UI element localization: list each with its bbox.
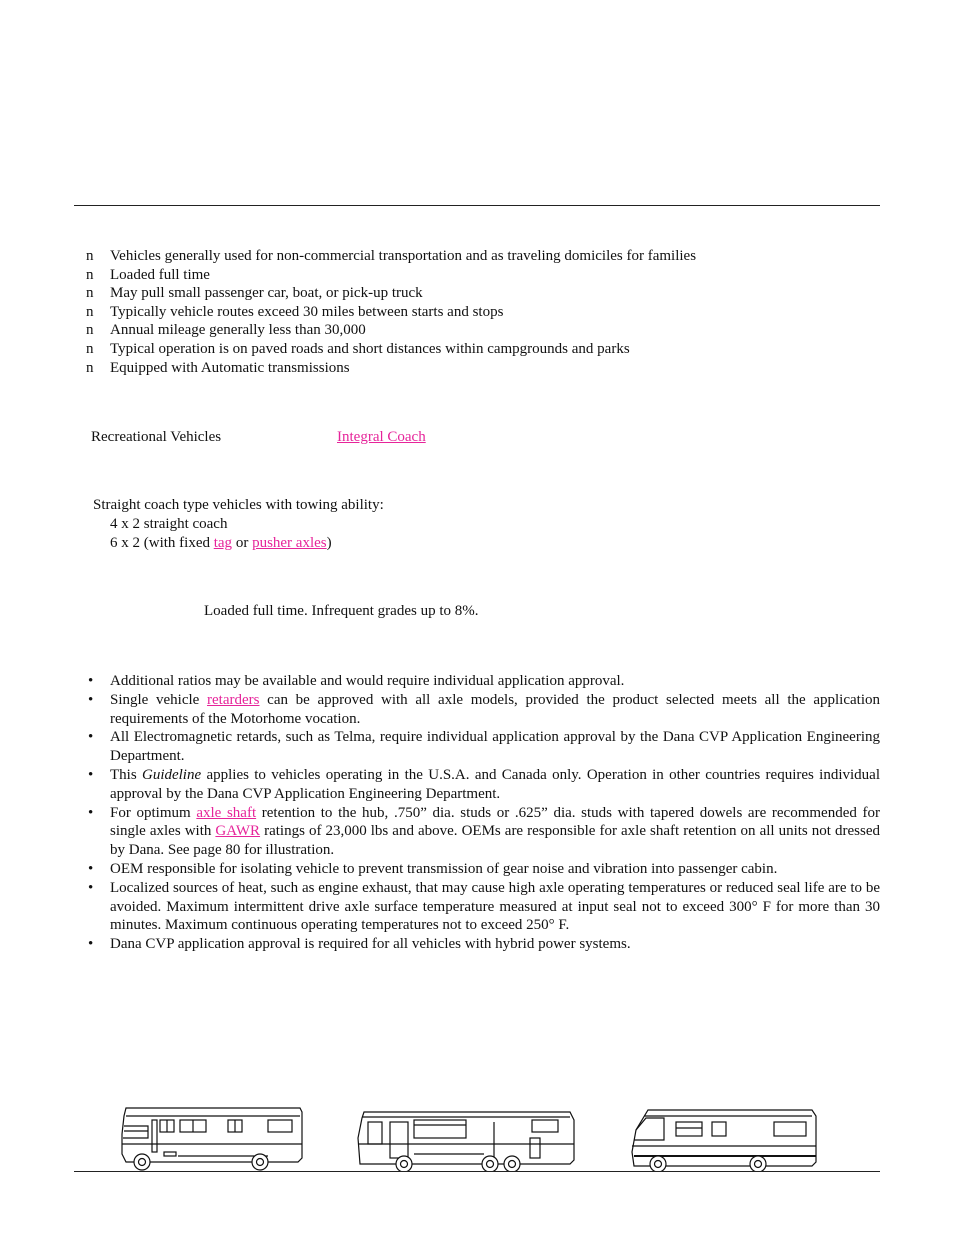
bottom-divider [74, 1171, 880, 1172]
bullet: • [88, 691, 94, 708]
list-item: n Loaded full time [86, 266, 210, 283]
bullet: • [88, 936, 94, 953]
notes-list [86, 672, 880, 954]
list-item: • OEM responsible for isolating vehicle to prevent transmission of gear noise and vibration into passenger cabin. [88, 860, 778, 877]
list-marker: n [86, 322, 94, 339]
bullet: • [88, 729, 94, 746]
bullet: • [88, 766, 94, 783]
list-item: n Vehicles generally used for non-commercial transportation and as traveling domiciles for families [86, 248, 697, 264]
retarders-link[interactable]: retarders [207, 691, 260, 708]
list-item: • For optimum axle shaft retention to the hub, .750” dia. studs or .625” dia. studs with tapered dowels are recommended for single axles with GAWR ratings of 23,000 lbs and above. OEMs are responsible for axle shaft retention on all units not dressed by Dana. See page 80 for illustration. [88, 804, 881, 859]
bullet: • [88, 804, 94, 821]
list-marker: n [86, 359, 94, 376]
list-marker: n [86, 266, 94, 283]
characteristics-list [86, 247, 696, 377]
configuration-line-2: 6 x 2 (with fixed tag or pusher axles) [110, 535, 332, 551]
list-item: n Typical operation is on paved roads and short distances within campgrounds and parks [86, 340, 630, 357]
configuration-line-1: 4 x 2 straight coach [110, 516, 228, 532]
motorhome-illustration-3 [628, 1106, 822, 1172]
list-item: • Single vehicle retarders can be approved with all axle models, provided the product selected meets all the application requirements of the Motorhome vocation. [88, 691, 880, 727]
list-marker: n [86, 303, 94, 320]
motorhome-illustration-2 [354, 1108, 580, 1172]
pusher-axles-link[interactable]: pusher axles [252, 535, 327, 551]
bullet: • [88, 860, 94, 877]
list-item: • Additional ratios may be available and would require individual application approval. [88, 673, 625, 689]
list-item: • This Guideline applies to vehicles operating in the U.S.A. and Canada only. Operation in other countries requires individual approval by the Dana CVP Application Engineering Department. [88, 766, 880, 802]
top-divider [74, 205, 880, 206]
integral-coach-link[interactable]: Integral Coach [337, 429, 426, 445]
list-item: • Localized sources of heat, such as engine exhaust, that may cause high axle operating temperatures or reduced seal life are to be avoided. Maximum intermittent drive axle surface temperature measured at input seal not to exceed 300° F for more than 30 minutes. Maximum continuous operating temperatures not to exceed 250° F. [88, 879, 880, 934]
list-item: n May pull small passenger car, boat, or pick-up truck [86, 285, 423, 302]
motorhome-illustration-1 [118, 1104, 306, 1172]
list-item: • Dana CVP application approval is required for all vehicles with hybrid power systems. [88, 936, 631, 953]
bullet: • [88, 673, 94, 689]
configuration-heading: Straight coach type vehicles with towing ability: [93, 497, 384, 513]
list-marker: n [86, 285, 94, 302]
tag-axle-link[interactable]: tag [213, 535, 233, 551]
load-statement: Loaded full time. Infrequent grades up to 8%. [204, 603, 479, 619]
list-item: n Equipped with Automatic transmissions [86, 359, 350, 376]
gawr-link[interactable]: GAWR [215, 823, 261, 840]
list-item: n Typically vehicle routes exceed 30 miles between starts and stops [86, 303, 504, 320]
list-marker: n [86, 248, 94, 264]
bullet: • [88, 879, 94, 896]
vocation-category: Recreational Vehicles [91, 429, 222, 445]
list-item: n Annual mileage generally less than 30,000 [86, 322, 366, 339]
axle-shaft-link[interactable]: axle shaft [196, 804, 257, 821]
list-item: • All Electromagnetic retards, such as Telma, require individual application approval by the Dana CVP Application Engineering Department. [88, 729, 880, 765]
list-marker: n [86, 340, 94, 357]
